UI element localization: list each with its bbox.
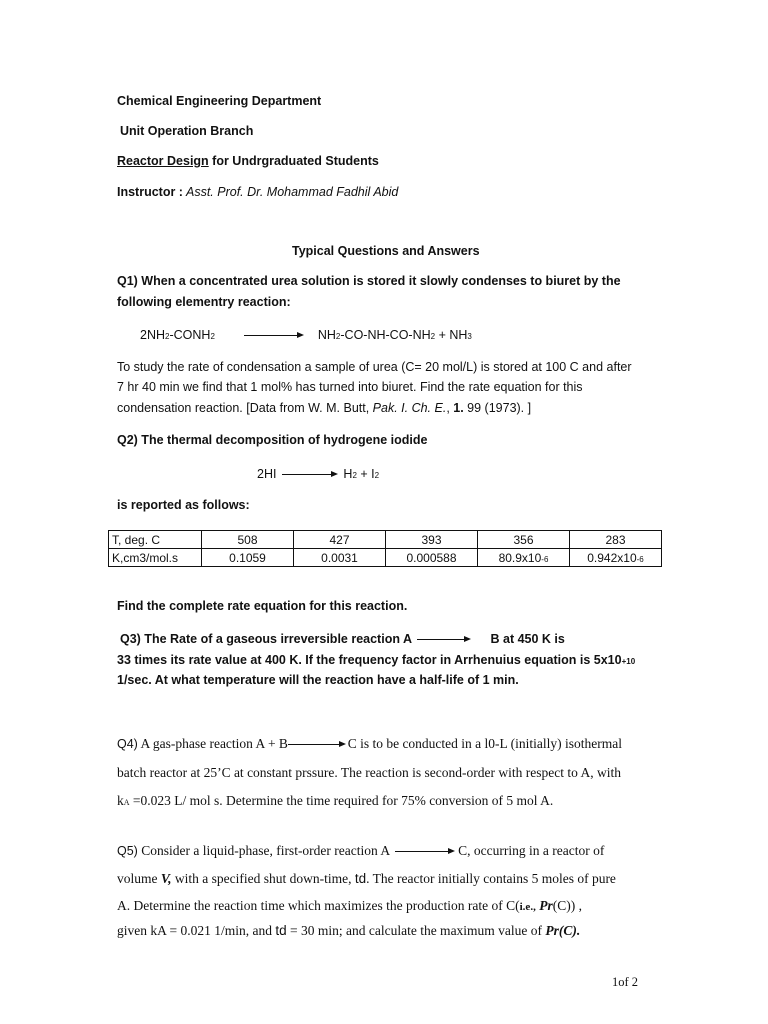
q3-line-3: 1/sec. At what temperature will the reaction have a half-life of 1 min. bbox=[117, 673, 519, 687]
q3-line-2 bbox=[117, 653, 635, 667]
q5-line-2-end: . The reactor initially contains 5 moles of pure bbox=[366, 871, 616, 886]
q5-line-4-mid: = 30 min; and calculate the maximum value of bbox=[286, 923, 546, 938]
q1-journal-name: Pak. I. Ch. E. bbox=[372, 401, 447, 415]
q5-line-1-text: Consider a liquid-phase, first-order reaction A bbox=[137, 843, 390, 858]
course-audience: for Undrgraduated Students bbox=[208, 154, 379, 168]
q1-citation-end: 99 (1973). ] bbox=[463, 401, 532, 415]
q5-volume-symbol: V, bbox=[160, 871, 172, 886]
table-cell bbox=[570, 549, 662, 567]
q1-eq-product: NH bbox=[317, 328, 336, 342]
q1-eq-reactant-rest: -CONH bbox=[169, 328, 211, 342]
table-cell-value: 0.0031 bbox=[321, 550, 358, 565]
q5-line-2-mid: with a specified shut down-time, bbox=[171, 871, 355, 886]
department-heading: Chemical Engineering Department bbox=[117, 94, 322, 108]
reaction-arrow-icon bbox=[282, 471, 338, 479]
reaction-arrow-icon bbox=[395, 848, 455, 856]
q1-citation-text: condensation reaction. [Data from W. M. Butt, bbox=[117, 401, 373, 415]
course-name: Reactor Design bbox=[117, 154, 209, 168]
table-cell-value: 80.9x10 bbox=[498, 550, 542, 565]
q1-eq-reactant: 2NH bbox=[140, 328, 166, 342]
instructor-line bbox=[117, 185, 398, 199]
q2-eq-subscript: 2 bbox=[374, 471, 380, 480]
q5-td-symbol: td bbox=[354, 871, 367, 886]
q2-find-text: Find the complete rate equation for this reaction. bbox=[117, 599, 408, 613]
q1-paragraph-1: To study the rate of condensation a sample of urea (C= 20 mol/L) is stored at 100 C and after bbox=[117, 360, 632, 374]
q1-eq-byproduct: + NH bbox=[435, 328, 468, 342]
table-cell-value: 0.000588 bbox=[406, 550, 457, 565]
q4-line-2: batch reactor at 25’C at constant prssure. The reaction is second-order with respect to A, with bbox=[117, 765, 621, 780]
q1-citation-sep: , bbox=[446, 401, 454, 415]
table-cell: 393 bbox=[386, 531, 478, 549]
q2-eq-reactant: 2HI bbox=[257, 467, 277, 481]
q1-eq-product-rest: -CO-NH-CO-NH bbox=[340, 328, 431, 342]
q3-exponent: +10 bbox=[621, 657, 636, 666]
q5-line-2 bbox=[117, 871, 616, 887]
table-row-label: K,cm3/mol.s bbox=[109, 549, 202, 567]
table-cell-value: 0.942x10 bbox=[587, 550, 637, 565]
course-heading bbox=[117, 154, 379, 168]
table-cell-value: 0.1059 bbox=[229, 550, 266, 565]
table-cell bbox=[478, 549, 570, 567]
q1-line-2: following elementry reaction: bbox=[117, 295, 291, 309]
table-cell: 508 bbox=[202, 531, 294, 549]
table-cell bbox=[386, 549, 478, 567]
table-row bbox=[109, 531, 662, 549]
q1-volume: 1. bbox=[453, 401, 464, 415]
q5-pr-symbol: Pr(C). bbox=[545, 923, 581, 938]
q4-subscript: A bbox=[123, 798, 130, 807]
instructor-name: Asst. Prof. Dr. Mohammad Fadhil Abid bbox=[182, 185, 399, 199]
q5-line-4 bbox=[117, 923, 580, 939]
q4-rate-constant: k bbox=[117, 793, 124, 808]
q1-paragraph-3 bbox=[117, 401, 531, 415]
q2-eq-subscript: 2 bbox=[352, 471, 357, 480]
q4-line-3 bbox=[117, 793, 553, 809]
q3-line-1-product: B at 450 K is bbox=[490, 632, 565, 646]
reaction-arrow-icon bbox=[288, 741, 346, 749]
q5-td-symbol: td bbox=[275, 923, 287, 938]
table-cell: 427 bbox=[294, 531, 386, 549]
instructor-label: Instructor : bbox=[117, 185, 183, 199]
rate-constant-table bbox=[108, 530, 662, 567]
q4-line-3-text: =0.023 L/ mol s. Determine the time required for 75% conversion of 5 mol A. bbox=[129, 793, 554, 808]
page-number: 1of 2 bbox=[612, 975, 639, 989]
q4-line-1-rest: C is to be conducted in a l0-L (initially) isothermal bbox=[347, 736, 622, 751]
q5-label: Q5) bbox=[117, 844, 138, 858]
q1-line-1: Q1) When a concentrated urea solution is stored it slowly condenses to biuret by the bbox=[117, 274, 621, 288]
q5-line-1 bbox=[117, 843, 604, 859]
q1-paragraph-2: 7 hr 40 min we find that 1 mol% has turned into biuret. Find the rate equation for this bbox=[117, 380, 583, 394]
q1-equation bbox=[140, 328, 472, 342]
table-cell-exponent: -6 bbox=[636, 554, 644, 564]
q3-line-1 bbox=[120, 632, 565, 646]
table-row-label: T, deg. C bbox=[109, 531, 202, 549]
q2-line-1: Q2) The thermal decomposition of hydrogene iodide bbox=[117, 433, 428, 447]
q2-equation bbox=[257, 467, 379, 481]
branch-heading: Unit Operation Branch bbox=[120, 124, 254, 138]
table-cell-exponent: -6 bbox=[541, 554, 549, 564]
q5-line-4-text: given kA = 0.021 1/min, and bbox=[117, 923, 276, 938]
q1-eq-subscript: 2 bbox=[165, 332, 170, 341]
reaction-arrow-icon bbox=[417, 636, 471, 644]
q5-line-3-text: A. Determine the reaction time which maximizes the production rate of C( bbox=[117, 898, 520, 913]
reaction-arrow-icon bbox=[244, 332, 304, 340]
q2-eq-product-rest: + I bbox=[356, 467, 375, 481]
q5-line-2-text: volume bbox=[117, 871, 161, 886]
q4-line-1-text: A gas-phase reaction A + B bbox=[137, 736, 288, 751]
q4-label: Q4) bbox=[117, 737, 138, 751]
table-cell bbox=[294, 549, 386, 567]
q1-eq-subscript: 2 bbox=[210, 332, 215, 341]
q5-line-1-rest: C, occurring in a reactor of bbox=[458, 843, 605, 858]
q1-eq-subscript: 3 bbox=[467, 332, 472, 341]
q5-line-3-end: (C)) , bbox=[552, 898, 582, 913]
q4-line-1 bbox=[117, 736, 622, 752]
q3-line-1-text: Q3) The Rate of a gaseous irreversible reaction A bbox=[120, 632, 412, 646]
q2-reported-text: is reported as follows: bbox=[117, 498, 250, 512]
q3-line-2-text: 33 times its rate value at 400 K. If the frequency factor in Arrhenuius equation is 5x10 bbox=[117, 653, 622, 667]
q1-eq-subscript: 2 bbox=[335, 332, 341, 341]
q1-eq-subscript: 2 bbox=[430, 332, 436, 341]
q5-ie: i.e., bbox=[519, 901, 536, 913]
table-cell bbox=[202, 549, 294, 567]
q2-eq-product: H bbox=[343, 467, 353, 481]
table-cell: 356 bbox=[478, 531, 570, 549]
q5-pr-symbol: Pr bbox=[535, 898, 553, 913]
table-cell: 283 bbox=[570, 531, 662, 549]
table-row bbox=[109, 549, 662, 567]
section-title: Typical Questions and Answers bbox=[292, 244, 480, 258]
q5-line-3 bbox=[117, 898, 582, 914]
